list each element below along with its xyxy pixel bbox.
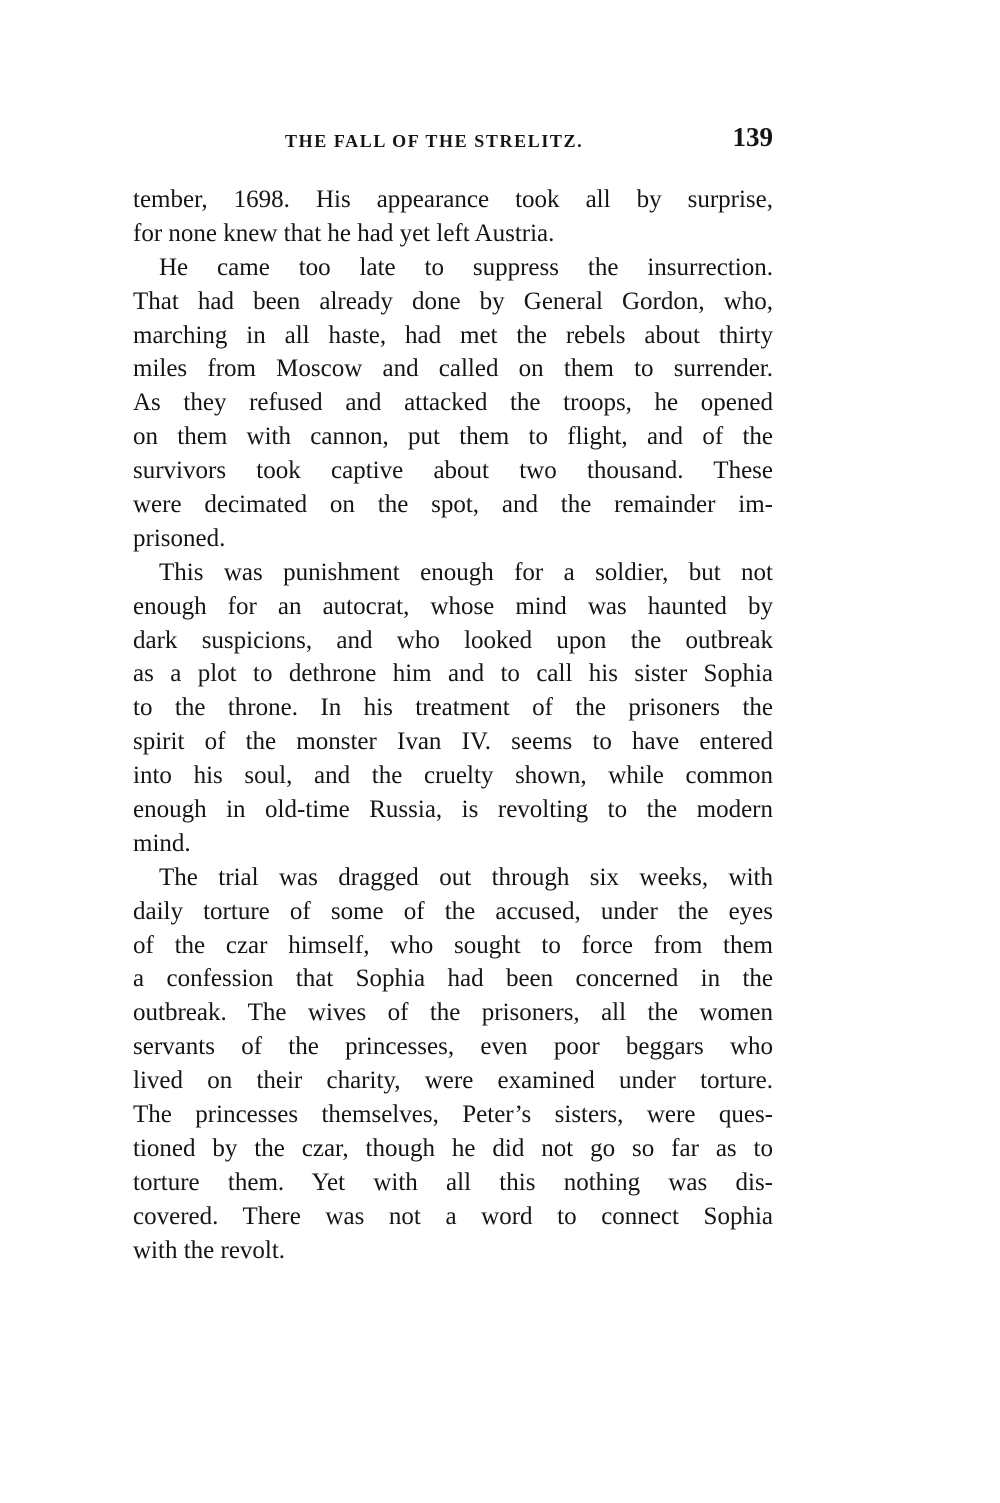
body-text: [133, 183, 773, 1268]
text-line: miles from Moscow and called on them to surrender.: [133, 355, 773, 383]
paragraph-first-line: This was punishment enough for a soldier, but not: [159, 558, 773, 586]
text-line: lived on their charity, were examined under torture.: [133, 1067, 773, 1095]
text-line: enough for an autocrat, whose mind was haunted by: [133, 592, 773, 620]
text-line: to the throne. In his treatment of the prisoners the: [133, 694, 773, 722]
text-line: were decimated on the spot, and the remainder im-: [133, 491, 773, 519]
text-line: for none knew that he had yet left Austria.: [133, 219, 555, 247]
running-head: [133, 122, 773, 158]
text-line: survivors took captive about two thousand. These: [133, 457, 773, 485]
text-line: tember, 1698. His appearance took all by surprise,: [133, 186, 773, 213]
text-line: covered. There was not a word to connect Sophia: [133, 1202, 773, 1230]
text-line: enough in old-time Russia, is revolting to the modern: [133, 796, 773, 824]
text-line: a confession that Sophia had been concerned in the: [133, 965, 773, 993]
text-line: tioned by the czar, though he did not go so far as to: [133, 1134, 773, 1162]
page-number: 139: [732, 122, 773, 152]
text-line: daily torture of some of the accused, under the eyes: [133, 897, 773, 925]
paragraph-first-line: He came too late to suppress the insurrection.: [159, 253, 773, 281]
text-line: with the revolt.: [133, 1236, 286, 1264]
text-line: into his soul, and the cruelty shown, while common: [133, 762, 773, 790]
chapter-title: THE FALL OF THE STRELITZ.: [285, 131, 584, 151]
text-line: The princesses themselves, Peter’s sisters, were ques-: [133, 1101, 773, 1129]
text-line: spirit of the monster Ivan IV. seems to have entered: [133, 728, 773, 756]
paragraph-first-line: The trial was dragged out through six weeks, with: [159, 863, 773, 891]
text-line: dark suspicions, and who looked upon the outbreak: [133, 626, 773, 654]
text-line: as a plot to dethrone him and to call his sister Sophia: [133, 660, 773, 688]
text-line: servants of the princesses, even poor beggars who: [133, 1033, 773, 1061]
text-line: As they refused and attacked the troops, he opened: [133, 389, 773, 417]
text-line: prisoned.: [133, 524, 226, 552]
text-line: mind.: [133, 829, 191, 857]
text-line: of the czar himself, who sought to force from them: [133, 931, 773, 959]
text-line: That had been already done by General Gordon, who,: [133, 287, 773, 315]
text-line: outbreak. The wives of the prisoners, all the women: [133, 999, 773, 1027]
text-line: on them with cannon, put them to flight, and of the: [133, 423, 773, 451]
text-line: torture them. Yet with all this nothing was dis-: [133, 1168, 773, 1196]
text-line: marching in all haste, had met the rebels about thirty: [133, 321, 773, 349]
